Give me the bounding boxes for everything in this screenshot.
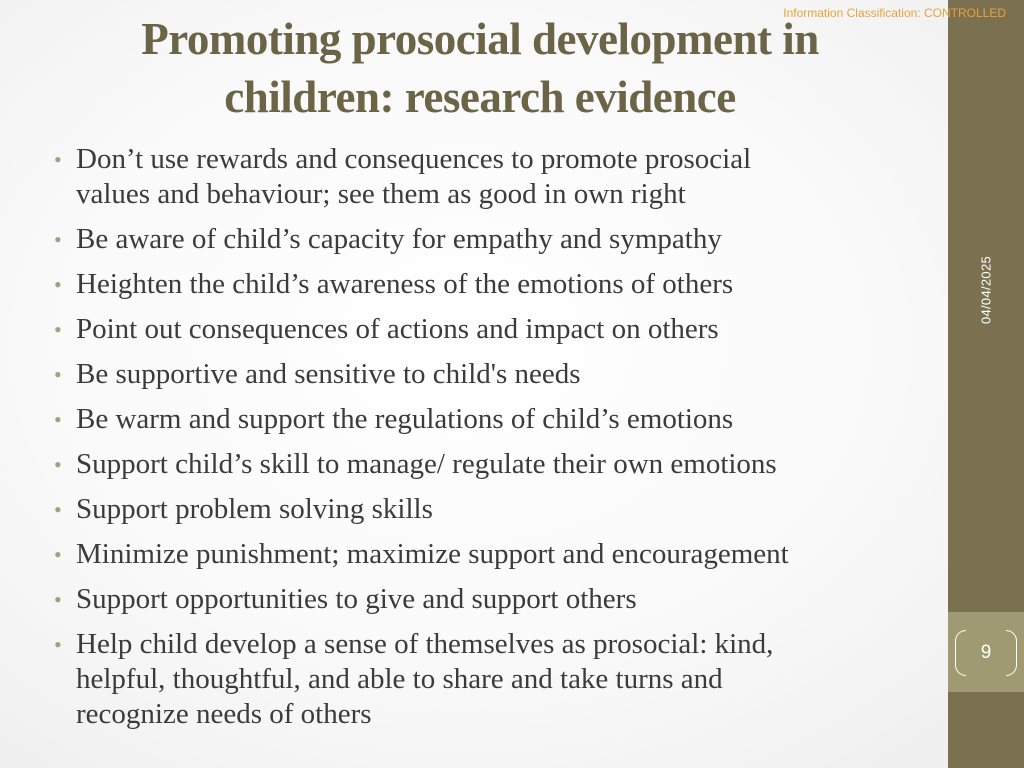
bullet-item [54,142,934,212]
title-line-1: Promoting prosocial development in [141,14,819,64]
bullet-text-line: recognize needs of others [76,698,372,730]
bullet-item [54,492,934,527]
bullet-item [54,402,934,437]
classification-label: Information Classification: CONTROLLED [783,6,1006,20]
title-line-2: children: research evidence [224,72,736,122]
bullet-dot-icon: • [54,272,62,297]
bullet-text-line: values and behaviour; see them as good in own right [76,178,686,210]
bullet-item [54,537,934,572]
bullet-dot-icon: • [54,587,62,612]
bullet-item [54,222,934,257]
bullet-item [54,267,934,302]
bullet-text-line: Be aware of child’s capacity for empathy and sympathy [76,223,722,255]
bullet-dot-icon: • [54,317,62,342]
bullet-dot-icon: • [54,632,62,657]
slide-number-badge [955,630,1017,676]
bullet-list [54,142,934,742]
bullet-text-line: helpful, thoughtful, and able to share and take turns and [76,663,723,695]
bullet-dot-icon: • [54,452,62,477]
bullet-item [54,627,934,732]
bullet-item [54,582,934,617]
bullet-text-line: Minimize punishment; maximize support and encouragement [76,538,789,570]
bullet-text-line: Be warm and support the regulations of child’s emotions [76,403,734,435]
bullet-text-line: Help child develop a sense of themselves as prosocial: kind, [76,628,774,660]
bullet-text-line: Support opportunities to give and support others [76,583,637,615]
bullet-dot-icon: • [54,147,62,172]
bullet-text-line: Be supportive and sensitive to child's needs [76,358,581,390]
bullet-dot-icon: • [54,227,62,252]
bullet-dot-icon: • [54,542,62,567]
slide-date: 04/04/2025 [978,255,994,325]
bullet-item [54,312,934,347]
bullet-dot-icon: • [54,362,62,387]
bullet-dot-icon: • [54,497,62,522]
bullet-text-line: Heighten the child’s awareness of the emotions of others [76,268,734,300]
slide-title [30,10,930,126]
bullet-item [54,447,934,482]
slide-number: 9 [980,642,992,663]
bullet-dot-icon: • [54,407,62,432]
bullet-text-line: Point out consequences of actions and impact on others [76,313,719,345]
bullet-text-line: Support problem solving skills [76,493,433,525]
bullet-item [54,357,934,392]
bullet-text-line: Don’t use rewards and consequences to promote prosocial [76,143,752,175]
bullet-text-line: Support child’s skill to manage/ regulate their own emotions [76,448,777,480]
